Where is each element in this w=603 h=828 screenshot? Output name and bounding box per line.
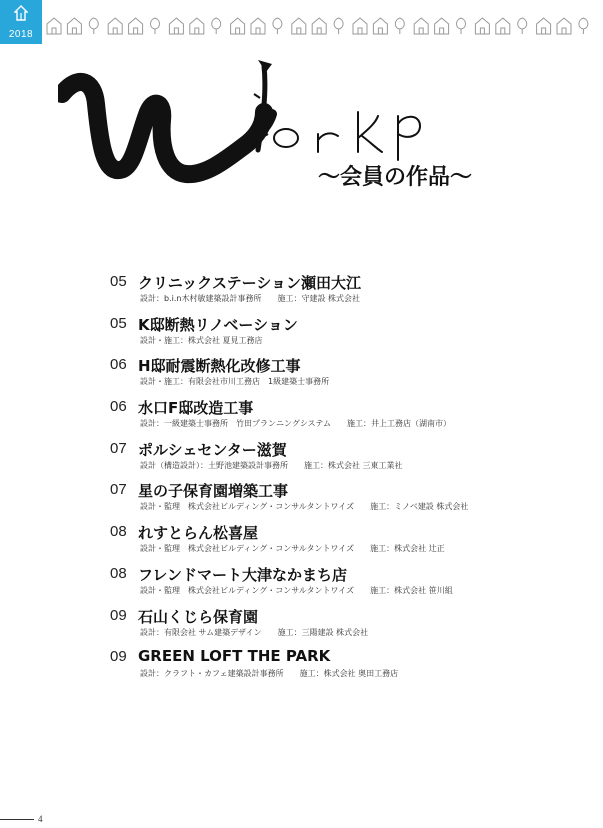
work-title: フレンドマート大津なかまち店 xyxy=(138,565,348,584)
work-page-number: 09 xyxy=(110,606,127,624)
house-outline-icon xyxy=(312,18,326,34)
work-credits: 設計：b.i.n木村敏建築設計事務所 施工：守建設 株式会社 xyxy=(140,294,360,303)
year-label: 2018 xyxy=(8,29,34,40)
work-page-number: 08 xyxy=(110,523,127,541)
work-page-number: 05 xyxy=(110,273,127,290)
work-page-number: 07 xyxy=(110,439,127,457)
tree-icon xyxy=(518,18,527,34)
house-outline-icon xyxy=(108,18,122,34)
page-number: 4 xyxy=(38,814,43,824)
work-credits: 設計・監理 株式会社ビルディング・コンサルタントワイズ 施工：株式会社 笹川組 xyxy=(140,585,453,595)
work-title: H邸耐震断熱化改修工事 xyxy=(138,357,301,376)
house-outline-icon xyxy=(537,18,551,34)
list-item xyxy=(110,565,580,607)
footer-rule xyxy=(0,819,34,820)
work-credits: 設計・監理 株式会社ビルディング・コンサルタントワイズ 施工：ミノベ建設 株式会社 xyxy=(140,502,469,512)
tree-icon xyxy=(89,18,98,34)
list-item xyxy=(110,523,580,565)
work-credits: 設計・監理 株式会社ビルディング・コンサルタントワイズ 施工：株式会社 辻正 xyxy=(140,544,445,554)
house-outline-icon xyxy=(169,18,183,34)
tree-icon xyxy=(457,18,466,34)
work-page-number: 07 xyxy=(110,481,127,499)
house-outline-icon xyxy=(373,18,387,34)
house-outline-icon xyxy=(231,18,245,34)
house-icon xyxy=(14,5,28,21)
tree-icon xyxy=(395,18,404,34)
list-item xyxy=(110,315,580,357)
house-outline-icon xyxy=(190,18,204,34)
work-credits: 設計：一級建築士事務所 竹田プランニングシステム 施工：井上工務店（湖南市） xyxy=(140,419,452,429)
house-outline-icon xyxy=(496,18,510,34)
house-outline-icon xyxy=(475,18,489,34)
work-title: 水口F邸改造工事 xyxy=(138,399,254,418)
work-credits: 設計（構造設計）：土野池建築設計事務所 施工：株式会社 三東工業社 xyxy=(140,460,403,470)
house-and-tree-line-icons xyxy=(46,14,598,36)
house-outline-icon xyxy=(129,18,143,34)
tree-icon xyxy=(334,18,343,34)
house-outline-icon xyxy=(47,18,61,34)
work-page-number: 09 xyxy=(110,648,127,666)
tree-icon xyxy=(212,18,221,34)
tree-icon xyxy=(151,18,160,34)
house-outline-icon xyxy=(292,18,306,34)
work-title: ポルシェセンター滋賀 xyxy=(138,440,287,459)
tree-icon xyxy=(273,18,282,34)
work-credits: 設計・施工：有限会社市川工務店 1級建築士事務所 xyxy=(140,377,330,387)
list-item xyxy=(110,398,580,440)
house-outline-icon xyxy=(435,18,449,34)
house-outline-icon xyxy=(67,18,81,34)
work-title: K邸断熱リノベーション xyxy=(138,315,298,334)
year-badge xyxy=(0,0,42,44)
house-outline-icon xyxy=(251,18,265,34)
page-subtitle: 〜会員の作品〜 xyxy=(318,165,473,190)
work-title: 石山くじら保育園 xyxy=(138,607,259,626)
work-credits: 設計：有限会社 サム建築デザイン 施工：三陽建設 株式会社 xyxy=(140,627,369,637)
work-credits: 設計・施工：株式会社 夏見工務店 xyxy=(140,335,263,345)
tree-icon xyxy=(579,18,588,34)
work-page-number: 06 xyxy=(110,356,127,374)
list-item xyxy=(110,481,580,523)
work-page-number: 05 xyxy=(110,314,127,332)
work-title: GREEN LOFT THE PARK xyxy=(138,647,331,666)
work-credits: 設計：クラフト・カフェ建築設計事務所 施工：株式会社 奥田工務店 xyxy=(140,669,399,679)
work-title: 星の子保育園増築工事 xyxy=(138,482,289,501)
house-outline-icon xyxy=(414,18,428,34)
list-item xyxy=(110,356,580,398)
list-item xyxy=(110,273,580,315)
list-item xyxy=(110,607,580,649)
house-outline-icon xyxy=(557,18,571,34)
works-list xyxy=(110,273,580,690)
list-item xyxy=(110,440,580,482)
list-item xyxy=(110,648,580,690)
house-outline-icon xyxy=(353,18,367,34)
work-title: れすとらん松喜屋 xyxy=(138,524,259,543)
work-title: クリニックステーション瀬田大江 xyxy=(138,274,362,292)
work-page-number: 08 xyxy=(110,564,127,582)
work-page-number: 06 xyxy=(110,398,127,416)
